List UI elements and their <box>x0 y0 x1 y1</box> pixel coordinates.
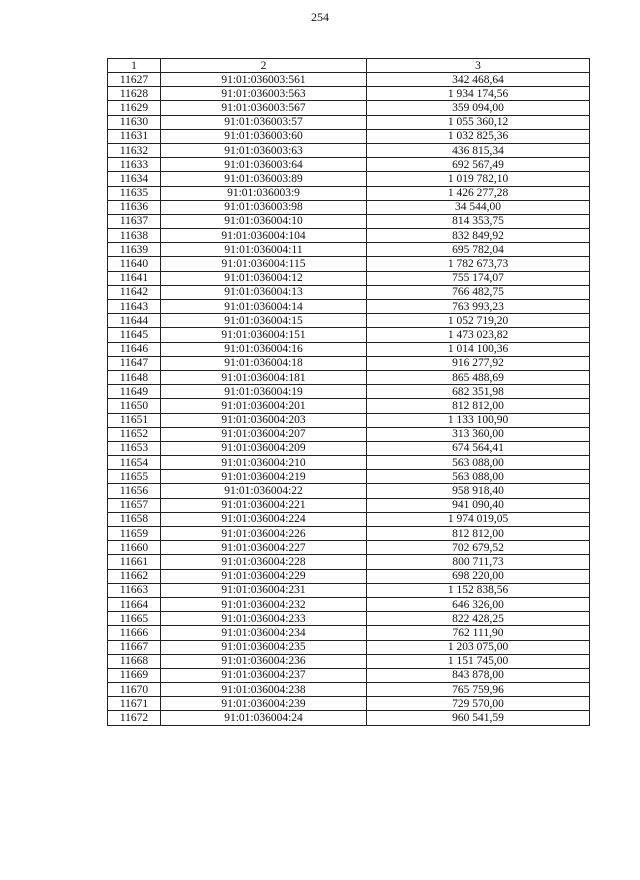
table-row <box>108 243 590 257</box>
table-row <box>108 527 590 541</box>
table-row <box>108 200 590 214</box>
row-number-cell: 11667 <box>108 640 161 654</box>
cadastral-number-cell: 91:01:036004:235 <box>161 640 367 654</box>
table-row <box>108 356 590 370</box>
cadastral-number-cell: 91:01:036004:15 <box>161 314 367 328</box>
data-table <box>107 58 590 726</box>
row-number-cell: 11634 <box>108 172 161 186</box>
value-cell: 1 152 838,56 <box>367 583 590 597</box>
row-number-cell: 11644 <box>108 314 161 328</box>
cadastral-number-cell: 91:01:036004:237 <box>161 668 367 682</box>
value-cell: 762 111,90 <box>367 626 590 640</box>
value-cell: 1 055 360,12 <box>367 115 590 129</box>
table-row <box>108 143 590 157</box>
value-cell: 1 473 023,82 <box>367 328 590 342</box>
value-cell: 1 974 019,05 <box>367 512 590 526</box>
value-cell: 436 815,34 <box>367 143 590 157</box>
cadastral-number-cell: 91:01:036004:115 <box>161 257 367 271</box>
table-row <box>108 626 590 640</box>
table-row <box>108 711 590 725</box>
cadastral-number-cell: 91:01:036004:228 <box>161 555 367 569</box>
value-cell: 814 353,75 <box>367 214 590 228</box>
table-row <box>108 512 590 526</box>
value-cell: 698 220,00 <box>367 569 590 583</box>
table-row <box>108 569 590 583</box>
cadastral-number-cell: 91:01:036003:563 <box>161 87 367 101</box>
table-row <box>108 214 590 228</box>
cadastral-number-cell: 91:01:036004:209 <box>161 441 367 455</box>
row-number-cell: 11662 <box>108 569 161 583</box>
table-row <box>108 683 590 697</box>
cadastral-number-cell: 91:01:036003:567 <box>161 101 367 115</box>
cadastral-number-cell: 91:01:036004:104 <box>161 229 367 243</box>
row-number-cell: 11656 <box>108 484 161 498</box>
row-number-cell: 11660 <box>108 541 161 555</box>
cadastral-number-cell: 91:01:036004:233 <box>161 612 367 626</box>
value-cell: 1 782 673,73 <box>367 257 590 271</box>
cadastral-number-cell: 91:01:036003:64 <box>161 158 367 172</box>
row-number-cell: 11666 <box>108 626 161 640</box>
value-cell: 1 151 745,00 <box>367 654 590 668</box>
cadastral-number-cell: 91:01:036004:151 <box>161 328 367 342</box>
value-cell: 313 360,00 <box>367 427 590 441</box>
value-cell: 865 488,69 <box>367 370 590 384</box>
table-row <box>108 399 590 413</box>
row-number-cell: 11661 <box>108 555 161 569</box>
value-cell: 1 052 719,20 <box>367 314 590 328</box>
value-cell: 766 482,75 <box>367 285 590 299</box>
row-number-cell: 11672 <box>108 711 161 725</box>
value-cell: 941 090,40 <box>367 498 590 512</box>
row-number-cell: 11647 <box>108 356 161 370</box>
row-number-cell: 11671 <box>108 697 161 711</box>
cadastral-number-cell: 91:01:036004:16 <box>161 342 367 356</box>
value-cell: 729 570,00 <box>367 697 590 711</box>
cadastral-number-cell: 91:01:036004:207 <box>161 427 367 441</box>
table-row <box>108 654 590 668</box>
cadastral-number-cell: 91:01:036004:13 <box>161 285 367 299</box>
row-number-cell: 11636 <box>108 200 161 214</box>
value-cell: 822 428,25 <box>367 612 590 626</box>
table-row <box>108 484 590 498</box>
table-row <box>108 285 590 299</box>
row-number-cell: 11655 <box>108 470 161 484</box>
row-number-cell: 11638 <box>108 229 161 243</box>
cadastral-number-cell: 91:01:036004:221 <box>161 498 367 512</box>
table-row <box>108 158 590 172</box>
row-number-cell: 11646 <box>108 342 161 356</box>
page-number: 254 <box>311 10 329 24</box>
table-header-row <box>108 59 590 73</box>
value-cell: 812 812,00 <box>367 527 590 541</box>
table-row <box>108 257 590 271</box>
cadastral-number-cell: 91:01:036003:98 <box>161 200 367 214</box>
value-cell: 563 088,00 <box>367 456 590 470</box>
cadastral-number-cell: 91:01:036004:24 <box>161 711 367 725</box>
column-header-2: 2 <box>161 59 367 73</box>
value-cell: 1 133 100,90 <box>367 413 590 427</box>
table-row <box>108 300 590 314</box>
value-cell: 843 878,00 <box>367 668 590 682</box>
table-row <box>108 172 590 186</box>
value-cell: 1 203 075,00 <box>367 640 590 654</box>
table-row <box>108 115 590 129</box>
cadastral-number-cell: 91:01:036004:12 <box>161 271 367 285</box>
value-cell: 1 934 174,56 <box>367 87 590 101</box>
table-row <box>108 342 590 356</box>
table-row <box>108 441 590 455</box>
table-row <box>108 597 590 611</box>
value-cell: 692 567,49 <box>367 158 590 172</box>
row-number-cell: 11637 <box>108 214 161 228</box>
table-row <box>108 87 590 101</box>
row-number-cell: 11650 <box>108 399 161 413</box>
row-number-cell: 11668 <box>108 654 161 668</box>
cadastral-number-cell: 91:01:036004:239 <box>161 697 367 711</box>
table-row <box>108 612 590 626</box>
row-number-cell: 11658 <box>108 512 161 526</box>
row-number-cell: 11639 <box>108 243 161 257</box>
table-row <box>108 456 590 470</box>
table-row <box>108 271 590 285</box>
row-number-cell: 11643 <box>108 300 161 314</box>
cadastral-number-cell: 91:01:036003:89 <box>161 172 367 186</box>
row-number-cell: 11654 <box>108 456 161 470</box>
table-row <box>108 470 590 484</box>
row-number-cell: 11632 <box>108 143 161 157</box>
cadastral-number-cell: 91:01:036004:232 <box>161 597 367 611</box>
cadastral-number-cell: 91:01:036004:226 <box>161 527 367 541</box>
cadastral-number-cell: 91:01:036003:60 <box>161 129 367 143</box>
row-number-cell: 11641 <box>108 271 161 285</box>
value-cell: 342 468,64 <box>367 73 590 87</box>
row-number-cell: 11663 <box>108 583 161 597</box>
value-cell: 916 277,92 <box>367 356 590 370</box>
table-row <box>108 583 590 597</box>
table-row <box>108 229 590 243</box>
cadastral-number-cell: 91:01:036004:11 <box>161 243 367 257</box>
value-cell: 1 019 782,10 <box>367 172 590 186</box>
value-cell: 812 812,00 <box>367 399 590 413</box>
row-number-cell: 11627 <box>108 73 161 87</box>
cadastral-number-cell: 91:01:036004:201 <box>161 399 367 413</box>
cadastral-number-cell: 91:01:036004:219 <box>161 470 367 484</box>
row-number-cell: 11635 <box>108 186 161 200</box>
value-cell: 563 088,00 <box>367 470 590 484</box>
cadastral-number-cell: 91:01:036004:224 <box>161 512 367 526</box>
value-cell: 34 544,00 <box>367 200 590 214</box>
value-cell: 682 351,98 <box>367 385 590 399</box>
cadastral-number-cell: 91:01:036004:181 <box>161 370 367 384</box>
row-number-cell: 11657 <box>108 498 161 512</box>
cadastral-number-cell: 91:01:036003:57 <box>161 115 367 129</box>
cadastral-number-cell: 91:01:036004:236 <box>161 654 367 668</box>
row-number-cell: 11659 <box>108 527 161 541</box>
table-row <box>108 697 590 711</box>
row-number-cell: 11664 <box>108 597 161 611</box>
table-row <box>108 328 590 342</box>
row-number-cell: 11669 <box>108 668 161 682</box>
row-number-cell: 11649 <box>108 385 161 399</box>
row-number-cell: 11640 <box>108 257 161 271</box>
value-cell: 800 711,73 <box>367 555 590 569</box>
value-cell: 1 032 825,36 <box>367 129 590 143</box>
row-number-cell: 11653 <box>108 441 161 455</box>
row-number-cell: 11652 <box>108 427 161 441</box>
table-row <box>108 129 590 143</box>
table-row <box>108 73 590 87</box>
cadastral-number-cell: 91:01:036004:18 <box>161 356 367 370</box>
column-header-3: 3 <box>367 59 590 73</box>
row-number-cell: 11628 <box>108 87 161 101</box>
cadastral-number-cell: 91:01:036004:234 <box>161 626 367 640</box>
cadastral-number-cell: 91:01:036004:231 <box>161 583 367 597</box>
value-cell: 646 326,00 <box>367 597 590 611</box>
value-cell: 832 849,92 <box>367 229 590 243</box>
row-number-cell: 11651 <box>108 413 161 427</box>
row-number-cell: 11645 <box>108 328 161 342</box>
value-cell: 960 541,59 <box>367 711 590 725</box>
table-row <box>108 385 590 399</box>
cadastral-number-cell: 91:01:036004:10 <box>161 214 367 228</box>
cadastral-number-cell: 91:01:036004:227 <box>161 541 367 555</box>
table-row <box>108 314 590 328</box>
value-cell: 755 174,07 <box>367 271 590 285</box>
table-row <box>108 555 590 569</box>
cadastral-number-cell: 91:01:036004:14 <box>161 300 367 314</box>
value-cell: 763 993,23 <box>367 300 590 314</box>
cadastral-number-cell: 91:01:036003:63 <box>161 143 367 157</box>
table-row <box>108 186 590 200</box>
cadastral-number-cell: 91:01:036003:561 <box>161 73 367 87</box>
row-number-cell: 11633 <box>108 158 161 172</box>
table-body <box>108 73 590 726</box>
value-cell: 1 426 277,28 <box>367 186 590 200</box>
table-row <box>108 668 590 682</box>
row-number-cell: 11629 <box>108 101 161 115</box>
cadastral-number-cell: 91:01:036004:238 <box>161 683 367 697</box>
cadastral-number-cell: 91:01:036004:203 <box>161 413 367 427</box>
table-row <box>108 413 590 427</box>
column-header-1: 1 <box>108 59 161 73</box>
table-row <box>108 101 590 115</box>
row-number-cell: 11642 <box>108 285 161 299</box>
table-row <box>108 427 590 441</box>
table-row <box>108 541 590 555</box>
cadastral-number-cell: 91:01:036004:22 <box>161 484 367 498</box>
value-cell: 674 564,41 <box>367 441 590 455</box>
value-cell: 958 918,40 <box>367 484 590 498</box>
row-number-cell: 11670 <box>108 683 161 697</box>
row-number-cell: 11648 <box>108 370 161 384</box>
value-cell: 702 679,52 <box>367 541 590 555</box>
row-number-cell: 11630 <box>108 115 161 129</box>
value-cell: 359 094,00 <box>367 101 590 115</box>
cadastral-number-cell: 91:01:036004:229 <box>161 569 367 583</box>
value-cell: 1 014 100,36 <box>367 342 590 356</box>
cadastral-number-cell: 91:01:036004:210 <box>161 456 367 470</box>
value-cell: 765 759,96 <box>367 683 590 697</box>
row-number-cell: 11665 <box>108 612 161 626</box>
table-row <box>108 370 590 384</box>
cadastral-number-cell: 91:01:036004:19 <box>161 385 367 399</box>
cadastral-number-cell: 91:01:036003:9 <box>161 186 367 200</box>
row-number-cell: 11631 <box>108 129 161 143</box>
value-cell: 695 782,04 <box>367 243 590 257</box>
table-row <box>108 498 590 512</box>
table-row <box>108 640 590 654</box>
